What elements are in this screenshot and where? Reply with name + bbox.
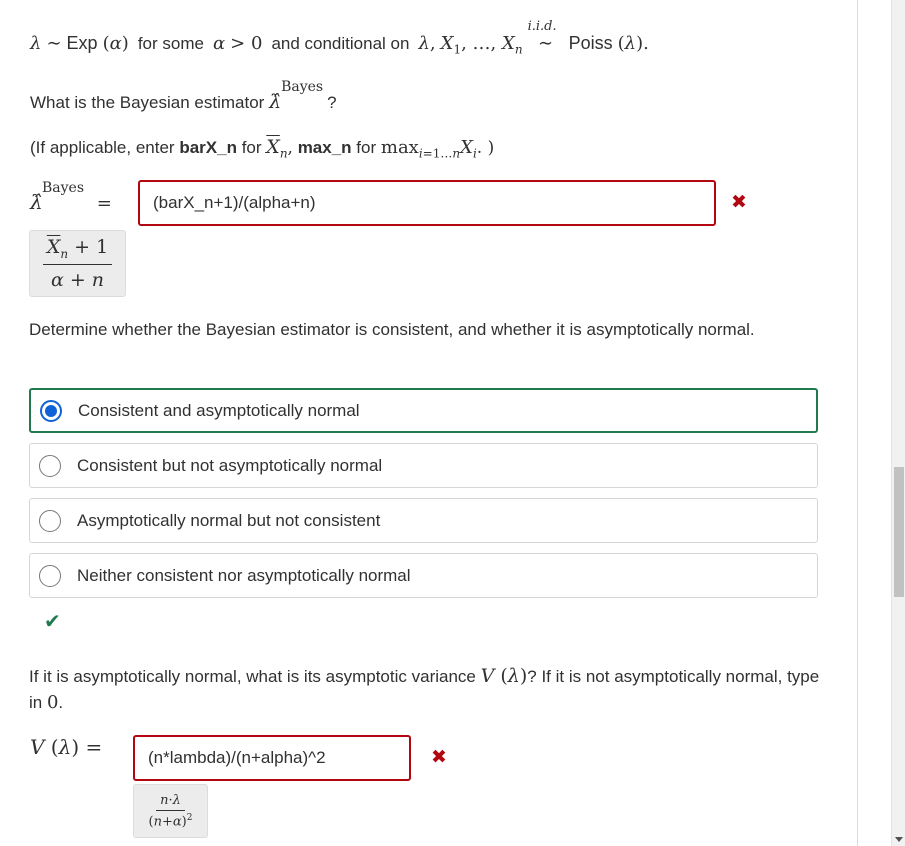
q3-incorrect-icon: ✖ (431, 746, 447, 768)
q3-question-suffix: ? If it is not asymptotically normal, type in (29, 667, 820, 712)
q1-hint-for1: for (241, 138, 262, 157)
q3-question-prefix: If it is asymptotically normal, what is its asymptotic variance (29, 667, 476, 686)
scrollbar-thumb[interactable] (894, 467, 904, 597)
q1-hint-barx: barX_n (179, 138, 237, 157)
q1-answer-input[interactable] (138, 180, 716, 226)
q2-option-label: Consistent but not asymptotically normal (77, 455, 383, 475)
q1-incorrect-icon: ✖ (731, 191, 747, 213)
q2-option-label: Asymptotically normal but not consistent (77, 510, 381, 530)
q1-preview: $\frac{\overline{X}_n + 1}{\alpha + n}$ (29, 230, 126, 297)
q2-option-label: Consistent and asymptotically normal (78, 400, 360, 420)
q3-answer-label: V (λ) = (30, 735, 103, 759)
q3-answer-value: (n*lambda)/(n+alpha)^2 (148, 748, 326, 767)
cond-text: for some (137, 34, 204, 53)
q2-option-4[interactable] (29, 553, 818, 598)
q2-correct-icon: ✔ (44, 609, 61, 633)
q3-preview: $\frac{n\cdot\lambda}{(n+\alpha)^2}$ (133, 784, 208, 838)
cond-text-2: and conditional on (271, 34, 410, 53)
q1-question-text: What is the Bayesian estimator (30, 93, 265, 112)
q2-option-1[interactable] (29, 388, 818, 433)
q1-answer-label: λ̂ Bayes = (30, 180, 112, 214)
page-edge (857, 0, 858, 846)
q2-option-label: Neither consistent nor asymptotically normal (77, 565, 411, 585)
radio-icon[interactable] (39, 455, 61, 477)
q2-option-2[interactable] (29, 443, 818, 488)
vertical-scrollbar[interactable] (891, 0, 905, 846)
q1-hint-for2: for (356, 138, 377, 157)
q1-question-suffix: ? (327, 93, 337, 112)
radio-selected-icon[interactable] (40, 400, 62, 422)
problem-statement: λ ∼ Exp (α) for some α > 0 and conditional on λ, $X_1$, …, $X_n$ i.i.d. ∼ Poiss (λ). (30, 19, 649, 57)
q3-question: If it is asymptotically normal, what is its asymptotic variance V (λ)? If it is not asymptotically normal, type in 0. (29, 665, 820, 713)
q3-answer-input[interactable] (133, 735, 411, 781)
iid-label: i.i.d. (527, 19, 557, 34)
radio-icon[interactable] (39, 510, 61, 532)
q1-hint: (If applicable, enter barX_n for $\overline{X}_n$, max_n for $\max_{i=1\dots n}X_i$. ) (30, 136, 495, 161)
q1-question: What is the Bayesian estimator λ̂ Bayes ? (30, 79, 337, 113)
q1-hint-maxn: max_n (297, 138, 352, 157)
prior-dist-name: Exp (66, 33, 98, 53)
q2-option-3[interactable] (29, 498, 818, 543)
scroll-down-arrow-icon[interactable] (895, 837, 903, 842)
cut-off-text (30, 0, 210, 2)
q1-hint-prefix: (If applicable, enter (30, 138, 175, 157)
q3-zero: 0 (46, 692, 59, 713)
radio-icon[interactable] (39, 565, 61, 587)
q2-question: Determine whether the Bayesian estimator is consistent, and whether it is asymptotically normal. (29, 320, 755, 339)
q1-bayes-sup: Bayes (281, 79, 324, 95)
q1-answer-value: (barX_n+1)/(alpha+n) (153, 193, 316, 212)
poiss-name: Poiss (568, 33, 613, 53)
